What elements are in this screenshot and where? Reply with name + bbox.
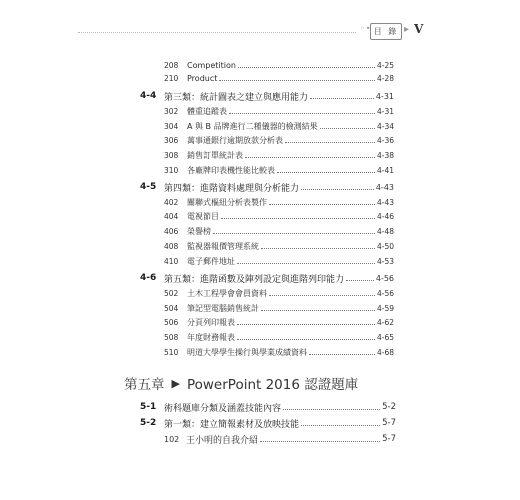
entry-page: 4-41 [376,165,394,175]
entry-page: 4-50 [376,241,394,251]
entry-title: 土木工程學會會員資料 [187,288,267,298]
section-page: 5-2 [382,402,396,412]
entry-code: 404 [164,211,179,221]
toc-entry [164,58,394,72]
dot-leader [213,232,375,234]
entry-page: 4-68 [376,347,394,357]
entry-title: Competition [187,60,236,70]
section-title: 第三類：統計圖表之建立與應用能力 [164,92,309,103]
entry-title: 明道大學學生操行與學業成績資料 [187,347,307,357]
entry-page: 4-53 [376,256,394,266]
entry-code: 102 [164,434,180,444]
entry-title: 體重追蹤表 [187,106,227,116]
section-number: 5-1 [140,402,157,412]
dot-leader [221,217,375,219]
entry-title: A 與 B 品牌進行二種儀器的檢測結果 [187,121,318,131]
entry-title: 電子郵件地址 [187,256,235,266]
toc-entry [164,224,394,238]
dot-leader [269,294,375,296]
toc-entry [164,315,394,329]
entry-page: 5-7 [382,434,396,444]
toc-entry [164,330,394,344]
entry-title: 筆記型電腦銷售統計 [187,303,259,313]
toc-entry [164,286,394,300]
dot-leader [285,141,375,143]
toc-section-heading [140,180,394,194]
entry-code: 306 [164,135,179,145]
dot-leader [301,424,380,426]
section-number: 5-2 [140,418,157,428]
entry-page: 4-36 [376,135,394,145]
section-title: 第四類：進階資料處理與分析能力 [164,183,300,194]
entry-title: 萬事通銀行逾期放款分析表 [187,135,283,145]
entry-code: 208 [164,60,179,70]
dot-leader [237,262,375,264]
entry-title: 年度財務報表 [187,332,235,342]
entry-title: 各廠牌印表機性能比較表 [187,165,275,175]
chapter-heading [124,373,358,393]
toc-entry [164,432,396,446]
header-arrow-icon: ▸ [404,24,410,35]
entry-page: 4-34 [376,121,394,131]
entry-code: 408 [164,241,179,251]
entry-code: 210 [164,73,179,83]
entry-page: 4-28 [376,73,394,83]
toc-entry [164,163,394,177]
toc-entry [164,239,394,253]
header-rule [78,32,356,33]
dot-leader [283,408,380,410]
section-title: 第一類：建立簡報素材及放映技能 [164,419,300,430]
dot-leader [301,188,374,190]
dot-leader [320,127,375,129]
entry-title: 關聯式樞紐分析表製作 [187,197,267,207]
dot-leader [237,323,375,325]
section-page: 4-56 [375,273,394,283]
entry-code: 406 [164,226,179,236]
dot-leader [229,112,375,114]
dot-leader [261,309,375,311]
dot-leader [269,203,375,205]
triangle-marker-icon: ▶ [171,376,180,390]
entry-page: 4-56 [376,288,394,298]
toc-section-heading [140,416,396,430]
toc-entry [164,209,394,223]
entry-code: 504 [164,303,179,313]
entry-title: 監視器報價管理系統 [187,241,259,251]
entry-title: 分頁列印報表 [187,317,235,327]
toc-entry [164,301,394,315]
entry-title: 王小明的自我介紹 [186,435,259,446]
entry-code: 502 [164,288,179,298]
chapter-label: 第五章 [124,377,165,393]
dot-leader [346,279,374,281]
toc-entry [164,133,394,147]
dot-leader [219,79,375,81]
entry-code: 410 [164,256,179,266]
entry-code: 302 [164,106,179,116]
dot-leader [261,247,375,249]
entry-code: 506 [164,317,179,327]
entry-code: 510 [164,347,179,357]
toc-section-heading [140,89,394,103]
entry-title: 電視節目 [187,211,219,221]
toc-entry [164,254,394,268]
header-section-label: 目 錄 [370,23,402,40]
section-page: 4-31 [375,91,394,101]
toc-entry [164,345,394,359]
toc-section-heading [140,400,396,414]
section-page: 5-7 [382,418,396,428]
header-dots-icon: ◦• [360,24,372,33]
entry-page: 4-31 [376,106,394,116]
chapter-title: PowerPoint 2016 認證題庫 [186,377,359,393]
entry-page: 4-65 [376,332,394,342]
entry-page: 4-62 [376,317,394,327]
entry-page: 4-46 [376,211,394,221]
entry-page: 4-59 [376,303,394,313]
entry-page: 4-38 [376,150,394,160]
entry-page: 4-25 [376,60,394,70]
dot-leader [237,338,375,340]
entry-code: 402 [164,197,179,207]
dot-leader [309,353,375,355]
toc-entry [164,148,394,162]
toc-entry [164,104,394,118]
page-number: V [414,22,424,36]
entry-code: 308 [164,150,179,160]
section-title: 術科題庫分類及涵蓋技能內容 [164,403,282,414]
toc-entry [164,195,394,209]
entry-title: 榮譽榜 [187,226,211,236]
section-number: 4-4 [140,91,157,101]
entry-code: 508 [164,332,179,342]
dot-leader [310,97,374,99]
section-title: 第五類：進階函數及陣列設定與進階列印能力 [164,274,345,285]
entry-code: 304 [164,121,179,131]
toc-section-heading [140,271,394,285]
entry-title: Product [187,73,218,83]
toc-entry [164,119,394,133]
entry-page: 4-43 [376,197,394,207]
toc-entry [164,71,394,85]
dot-leader [260,440,380,442]
dot-leader [238,66,375,68]
entry-title: 銷售訂單統計表 [187,150,243,160]
section-number: 4-6 [140,273,157,283]
entry-page: 4-48 [376,226,394,236]
section-page: 4-43 [375,182,394,192]
dot-leader [245,156,375,158]
entry-code: 310 [164,165,179,175]
section-number: 4-5 [140,182,157,192]
dot-leader [277,171,375,173]
